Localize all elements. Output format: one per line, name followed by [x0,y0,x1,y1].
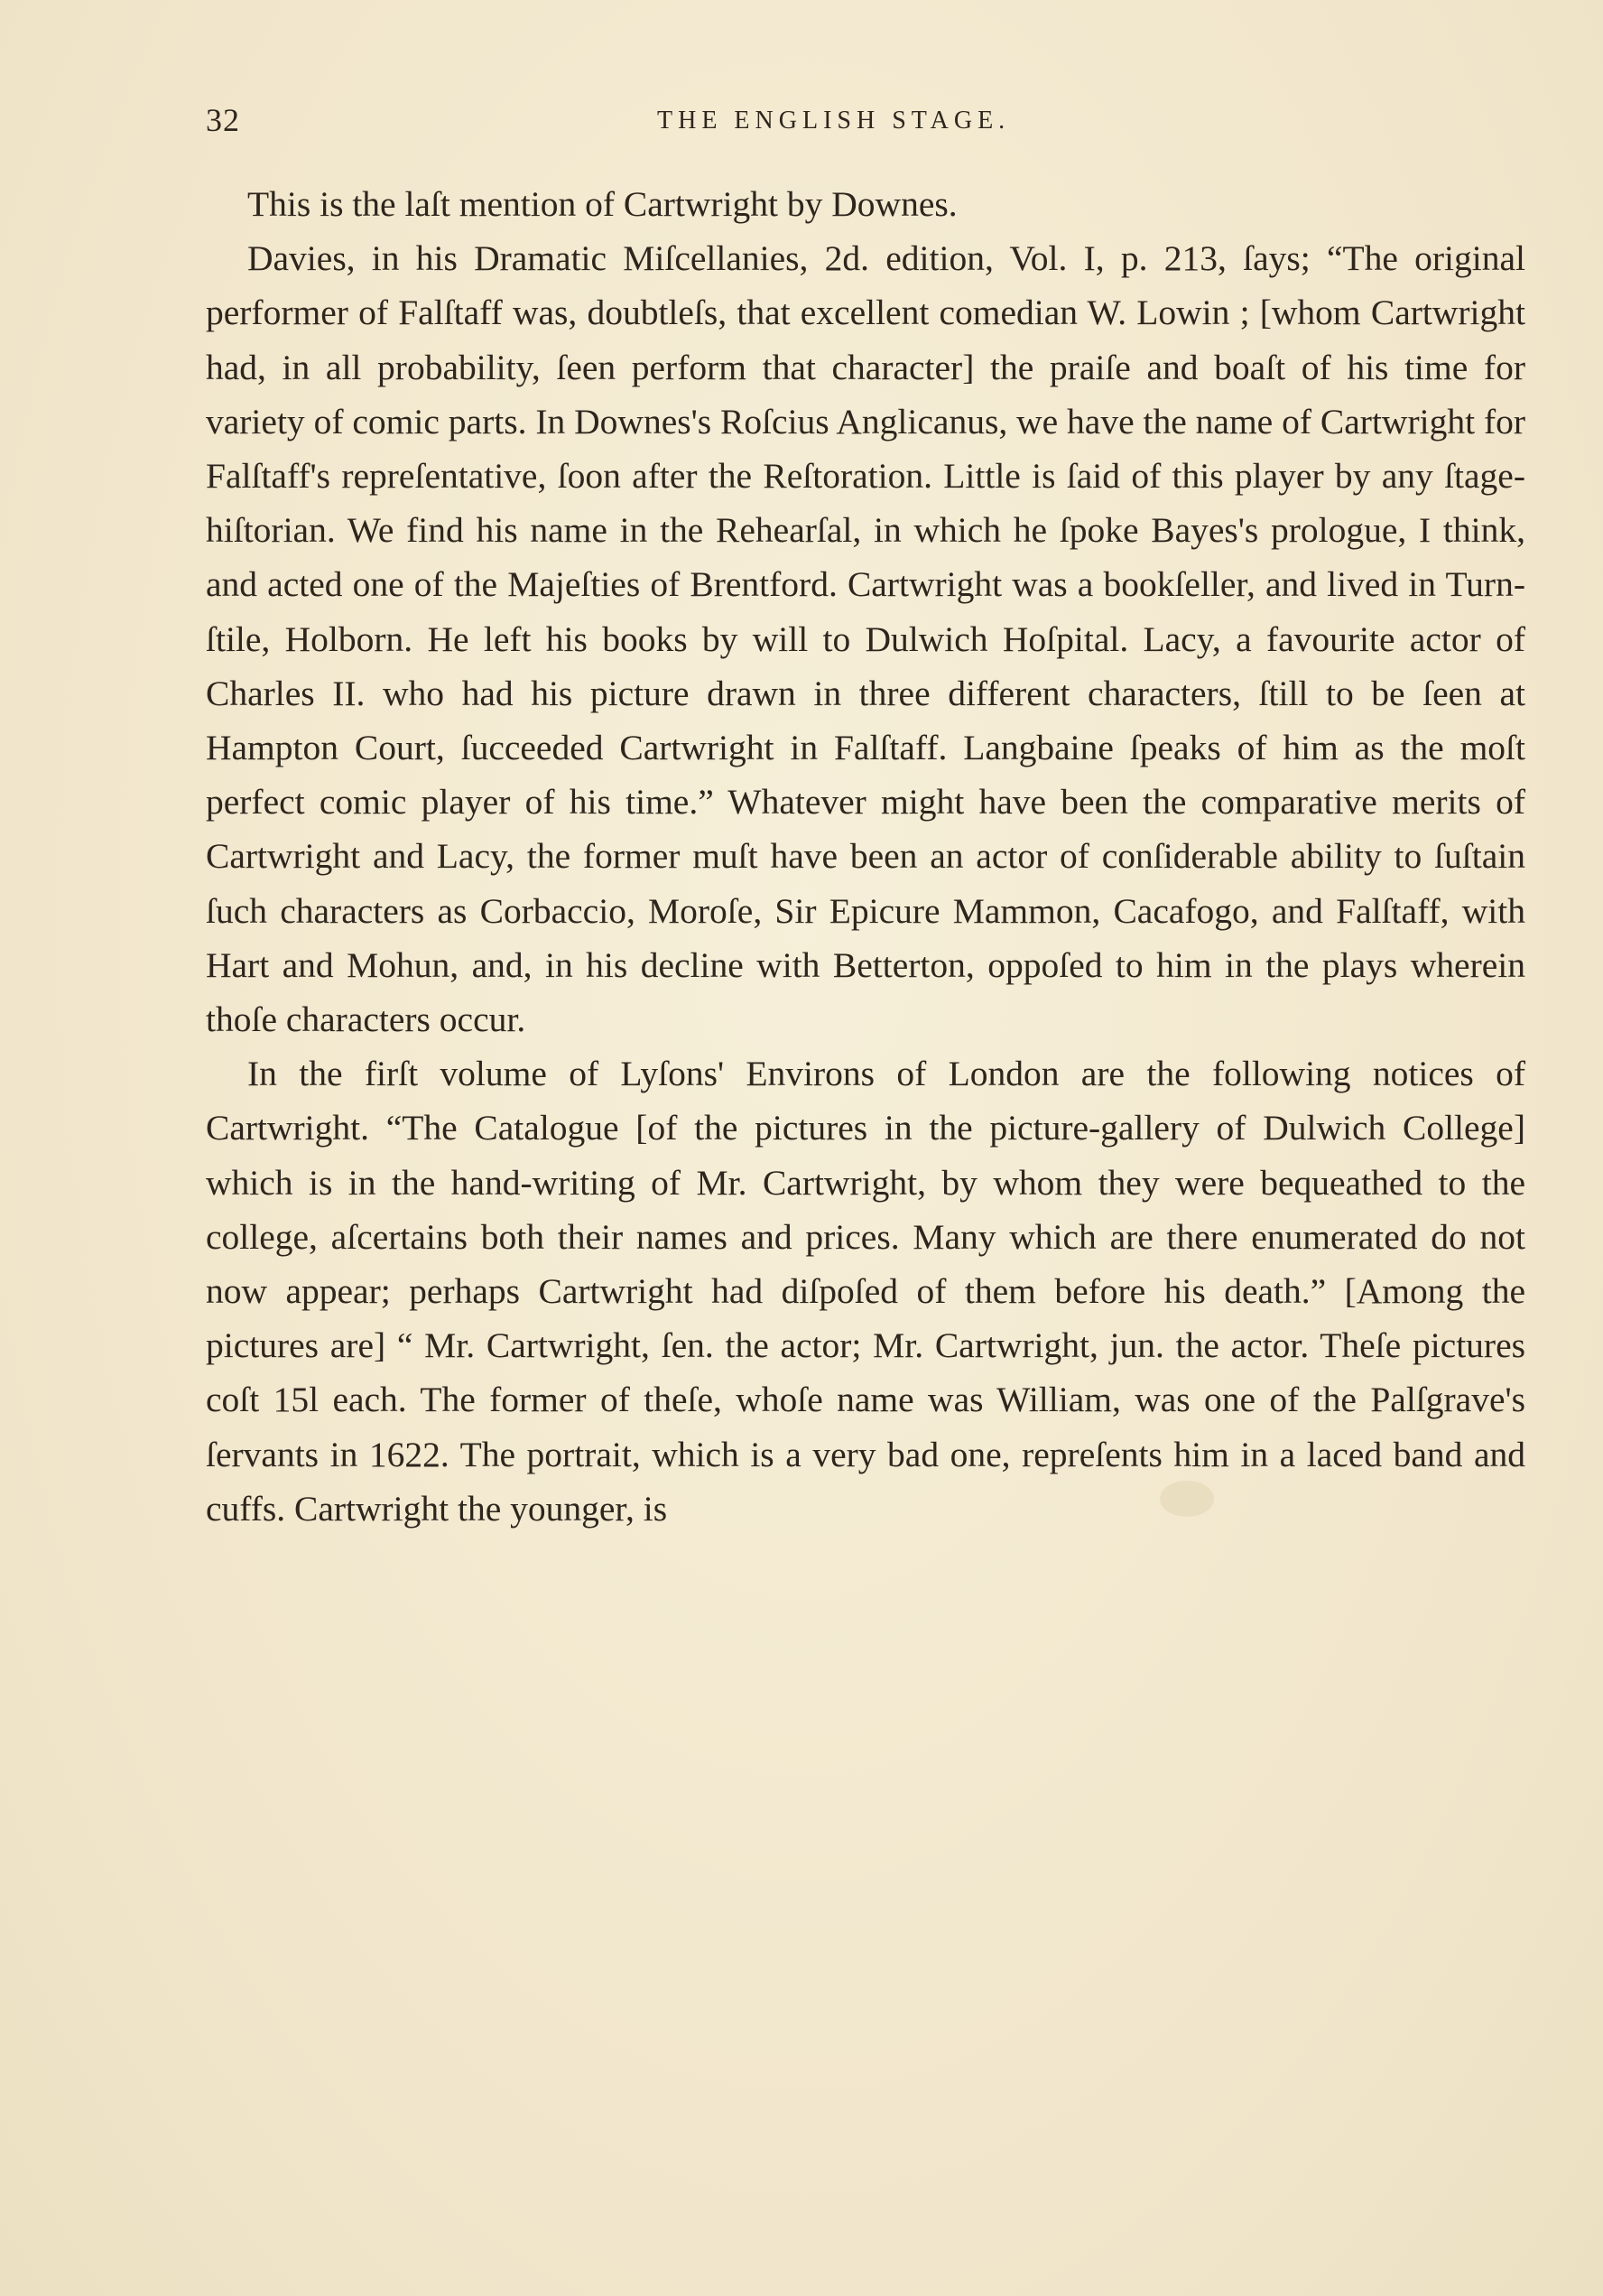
paragraph-1: This is the laſt mention of Cartwright by Downes. [247,184,958,224]
page-header [206,101,1525,146]
page-number: 32 [206,102,240,138]
running-head: THE ENGLISH STAGE. [657,107,1011,135]
paragraph-3: In the firſt volume of Lyſons' Environs of London are the following notices of Cartwright. “The Catalogue [of the pictures in the picture-gallery of Dulwich College] which is in the hand-writing of Mr. Cartwright, by whom they were bequeathed to the college, aſcertains both their names and prices. Many which are there enumerated do not now appear; perhaps Cartwright had diſpoſed of them before his death.” [Among the pictures are] “ Mr. Cartwright, ſen. the actor; Mr. Cartwright, jun. the actor. Theſe pictures coſt 15l each. The former of theſe, whoſe name was William, was one of the Palſgrave's ſervants in 1622. The portrait, which is a very bad one, repreſents him in a laced band and cuffs. Cartwright the younger, is [206,1054,1525,1529]
body-text [206,177,1525,1536]
paragraph-2: Davies, in his Dramatic Miſcellanies, 2d. edition, Vol. I, p. 213, ſays; “The original performer of Falſtaff was, doubtleſs, that excellent comedian W. Lowin ; [whom Cartwright had, in all probability, ſeen perform that character] the praiſe and boaſt of his time for variety of comic parts. In Downes's Roſcius Anglicanus, we have the name of Cartwright for Falſtaff's repreſentative, ſoon after the Reſtoration. Little is ſaid of this player by any ſtage-hiſtorian. We find his name in the Rehearſal, in which he ſpoke Bayes's prologue, I think, and acted one of the Majeſties of Brentford. Cartwright was a bookſeller, and lived in Turn-ſtile, Holborn. He left his books by will to Dulwich Hoſpital. Lacy, a favourite actor of Charles II. who had his picture drawn in three different characters, ſtill to be ſeen at Hampton Court, ſucceeded Cartwright in Falſtaff. Langbaine ſpeaks of him as the moſt perfect comic player of his time.” Whatever might have been the comparative merits of Cartwright and Lacy, the former muſt have been an actor of conſiderable ability to ſuſtain ſuch characters as Corbaccio, Moroſe, Sir Epicure Mammon, Cacafogo, and Falſtaff, with Hart and Mohun, and, in his decline with Betterton, oppoſed to him in the plays wherein thoſe characters occur. [206,238,1525,1040]
